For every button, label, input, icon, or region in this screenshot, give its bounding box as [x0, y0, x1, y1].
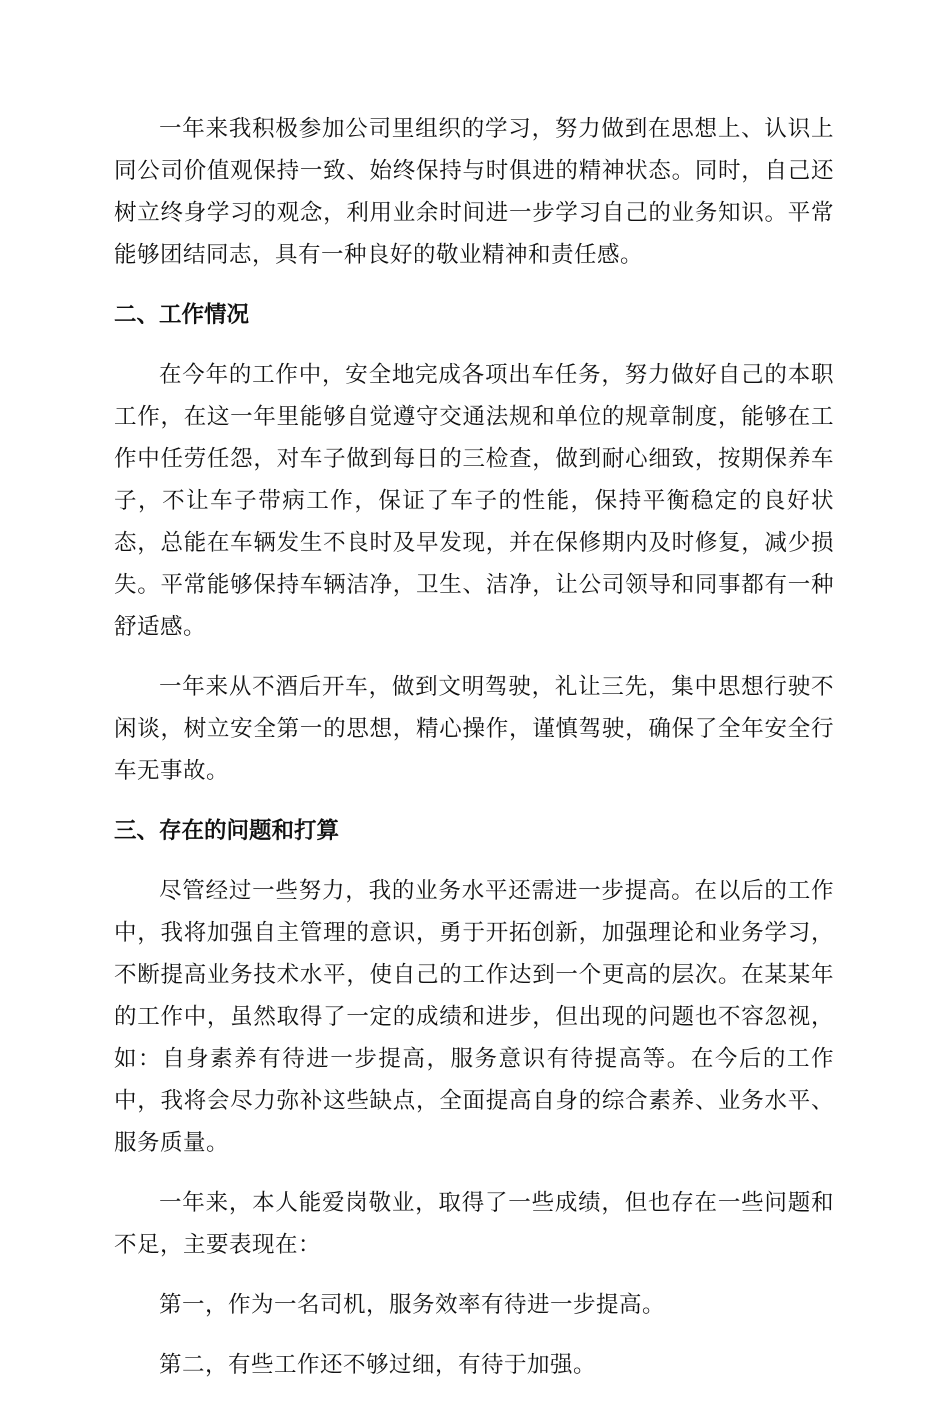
- paragraph-improvement: 尽管经过一些努力，我的业务水平还需进一步提高。在以后的工作中，我将加强自主管理的意识，勇于开拓创新，加强理论和业务学习，不断提高业务技术水平，使自己的工作达到一个更高的层次。在某某年的工作中，虽然取得了一定的成绩和进步，但出现的问题也不容忽视，如：自身素养有待进一步提高，服务意识有待提高等。在今后的工作中，我将会尽力弥补这些缺点，全面提高自身的综合素养、业务水平、服务质量。: [114, 878, 834, 1156]
- paragraph-safe-driving: 一年来从不酒后开车，做到文明驾驶，礼让三先，集中思想行驶不闲谈，树立安全第一的思想，精心操作，谨慎驾驶，确保了全年安全行车无事故。: [114, 674, 834, 784]
- paragraph-work-duties: 在今年的工作中，安全地完成各项出车任务，努力做好自己的本职工作，在这一年里能够自觉遵守交通法规和单位的规章制度，能够在工作中任劳任怨，对车子做到每日的三检查，做到耐心细致，按期保养车子，不让车子带病工作，保证了车子的性能，保持平衡稳定的良好状态，总能在车辆发生不良时及早发现，并在保修期内及时修复，减少损失。平常能够保持车辆洁净，卫生、洁净，让公司领导和同事都有一种舒适感。: [114, 362, 834, 640]
- document-body: [114, 108, 834, 1404]
- list-item-first: 第一，作为一名司机，服务效率有待进一步提高。: [159, 1292, 666, 1318]
- paragraph-study: 一年来我积极参加公司里组织的学习，努力做到在思想上、认识上同公司价值观保持一致、始终保持与时俱进的精神状态。同时，自己还树立终身学习的观念，利用业余时间进一步学习自己的业务知识。平常能够团结同志，具有一种良好的敬业精神和责任感。: [114, 116, 834, 268]
- heading-problems-plans: 三、存在的问题和打算: [114, 818, 340, 844]
- paragraph-shortcomings: 一年来，本人能爱岗敬业，取得了一些成绩，但也存在一些问题和不足，主要表现在：: [114, 1190, 834, 1258]
- heading-work-situation: 二、工作情况: [114, 302, 250, 328]
- list-item-second: 第二，有些工作还不够过细，有待于加强。: [159, 1352, 597, 1378]
